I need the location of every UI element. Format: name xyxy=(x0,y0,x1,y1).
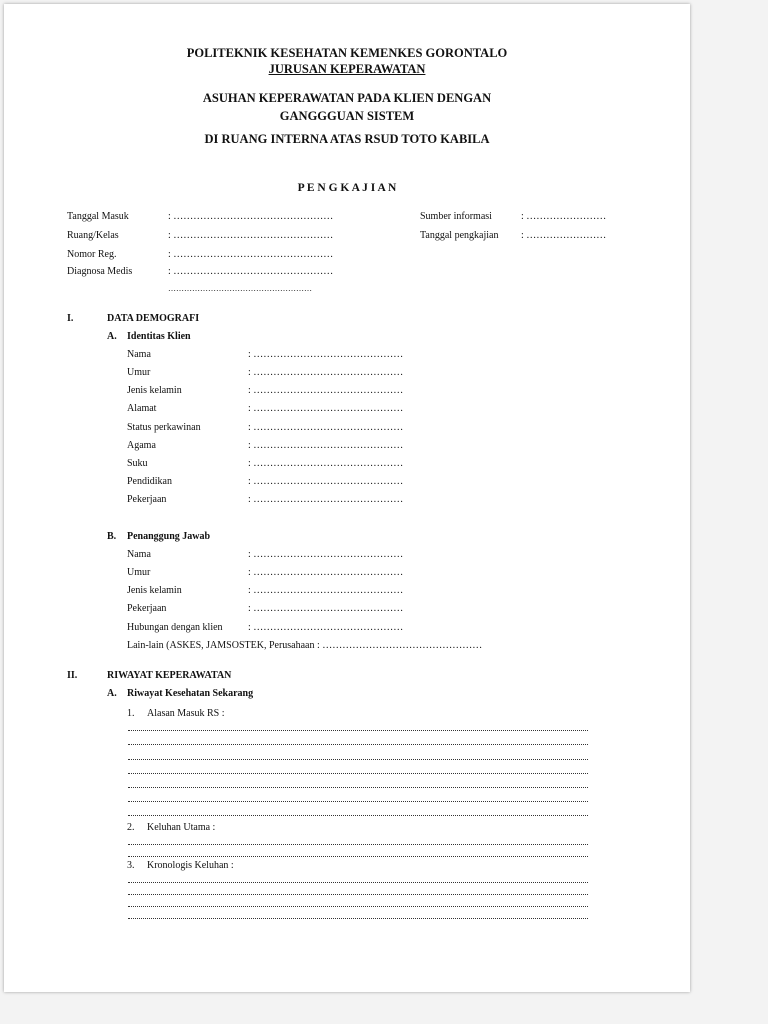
section2-subA-label: A. xyxy=(107,688,117,699)
pj-label-hubungan: Hubungan dengan klien xyxy=(127,622,223,633)
field-label-tanggal-pengkajian: Tanggal pengkajian xyxy=(420,230,499,241)
answer-line[interactable] xyxy=(128,894,588,895)
pengkajian-title: P E N G K A J I A N xyxy=(297,182,397,194)
klien-label-jenis-kelamin: Jenis kelamin xyxy=(127,385,182,396)
klien-value-suku[interactable]: : ……………………………………… xyxy=(248,458,404,469)
klien-value-umur[interactable]: : ……………………………………… xyxy=(248,367,404,378)
klien-value-nama[interactable]: : ……………………………………… xyxy=(248,349,404,360)
item2-label-keluhan-utama: Keluhan Utama : xyxy=(147,822,216,833)
field-label-nomor-reg: Nomor Reg. xyxy=(67,249,117,260)
klien-label-nama: Nama xyxy=(127,349,151,360)
klien-label-status-perkawinan: Status perkawinan xyxy=(127,422,201,433)
answer-line[interactable] xyxy=(128,815,588,816)
form-title-line3: DI RUANG INTERNA ATAS RSUD TOTO KABILA xyxy=(204,132,490,146)
answer-line[interactable] xyxy=(128,882,588,883)
klien-label-pendidikan: Pendidikan xyxy=(127,476,172,487)
answer-line[interactable] xyxy=(128,844,588,845)
pj-value-jenis-kelamin[interactable]: : ……………………………………… xyxy=(248,585,404,596)
answer-line[interactable] xyxy=(128,801,588,802)
form-title-line2: GANGGGUAN SISTEM xyxy=(279,109,415,123)
klien-value-status-perkawinan[interactable]: : ……………………………………… xyxy=(248,422,404,433)
klien-value-pendidikan[interactable]: : ……………………………………… xyxy=(248,476,404,487)
section1-subA-label: A. xyxy=(107,331,117,342)
field-value-tanggal-pengkajian[interactable]: : …………………… xyxy=(521,230,607,241)
field-value-ruang-kelas[interactable]: : ………………………………………… xyxy=(168,230,334,241)
field-label-tanggal-masuk: Tanggal Masuk xyxy=(67,211,129,222)
klien-label-pekerjaan: Pekerjaan xyxy=(127,494,167,505)
field-value-sumber-informasi[interactable]: : …………………… xyxy=(521,211,607,222)
klien-value-pekerjaan[interactable]: : ……………………………………… xyxy=(248,494,404,505)
pj-label-jenis-kelamin: Jenis kelamin xyxy=(127,585,182,596)
klien-label-alamat: Alamat xyxy=(127,403,157,414)
answer-line[interactable] xyxy=(128,759,588,760)
section1-subA-title: Identitas Klien xyxy=(127,331,191,342)
field-value-nomor-reg[interactable]: : ………………………………………… xyxy=(168,249,334,260)
form-title-line1: ASUHAN KEPERAWATAN PADA KLIEN DENGAN xyxy=(202,91,492,105)
section2-numeral: II. xyxy=(67,670,78,681)
field-value-tanggal-masuk[interactable]: : ………………………………………… xyxy=(168,211,334,222)
pj-value-pekerjaan[interactable]: : ……………………………………… xyxy=(248,603,404,614)
answer-line[interactable] xyxy=(128,787,588,788)
klien-label-agama: Agama xyxy=(127,440,156,451)
klien-value-alamat[interactable]: : ……………………………………… xyxy=(248,403,404,414)
field-value-diagnosa-medis[interactable]: : ………………………………………… xyxy=(168,266,334,277)
answer-line[interactable] xyxy=(128,744,588,745)
item3-number: 3. xyxy=(127,860,135,871)
pj-label-nama: Nama xyxy=(127,549,151,560)
klien-value-agama[interactable]: : ……………………………………… xyxy=(248,440,404,451)
answer-line[interactable] xyxy=(128,856,588,857)
pj-label-umur: Umur xyxy=(127,567,151,578)
section2-title: RIWAYAT KEPERAWATAN xyxy=(107,670,232,681)
section1-subB-title: Penanggung Jawab xyxy=(127,531,211,542)
answer-line[interactable] xyxy=(128,906,588,907)
section1-title: DATA DEMOGRAFI xyxy=(107,313,200,324)
field-label-diagnosa-medis: Diagnosa Medis xyxy=(67,266,133,277)
pj-label-pekerjaan: Pekerjaan xyxy=(127,603,167,614)
item1-number: 1. xyxy=(127,708,135,719)
item3-label-kronologis: Kronologis Keluhan : xyxy=(147,860,234,871)
answer-line[interactable] xyxy=(128,918,588,919)
klien-label-umur: Umur xyxy=(127,367,151,378)
section2-subA-title: Riwayat Kesehatan Sekarang xyxy=(127,688,254,699)
section1-subB-label: B. xyxy=(107,531,117,542)
institution-title: POLITEKNIK KESEHATAN KEMENKES GORONTALO xyxy=(186,46,508,60)
section1-numeral: I. xyxy=(67,313,74,324)
department-title: JURUSAN KEPERAWATAN xyxy=(268,62,426,76)
answer-line[interactable] xyxy=(128,730,588,731)
document-page xyxy=(4,4,690,992)
answer-line[interactable] xyxy=(128,773,588,774)
item1-label-alasan-masuk: Alasan Masuk RS : xyxy=(147,708,225,719)
pj-value-hubungan[interactable]: : ……………………………………… xyxy=(248,622,404,633)
field-label-sumber-informasi: Sumber informasi xyxy=(420,211,492,222)
pj-lain-lain[interactable]: Lain-lain (ASKES, JAMSOSTEK, Perusahaan : ………………………………………… xyxy=(127,640,483,651)
field-label-ruang-kelas: Ruang/Kelas xyxy=(67,230,119,241)
klien-label-suku: Suku xyxy=(127,458,148,469)
pj-value-umur[interactable]: : ……………………………………… xyxy=(248,567,404,578)
item2-number: 2. xyxy=(127,822,135,833)
field-value-diagnosa-extra[interactable]: ……………………………………………… xyxy=(168,284,312,293)
klien-value-jenis-kelamin[interactable]: : ……………………………………… xyxy=(248,385,404,396)
pj-value-nama[interactable]: : ……………………………………… xyxy=(248,549,404,560)
